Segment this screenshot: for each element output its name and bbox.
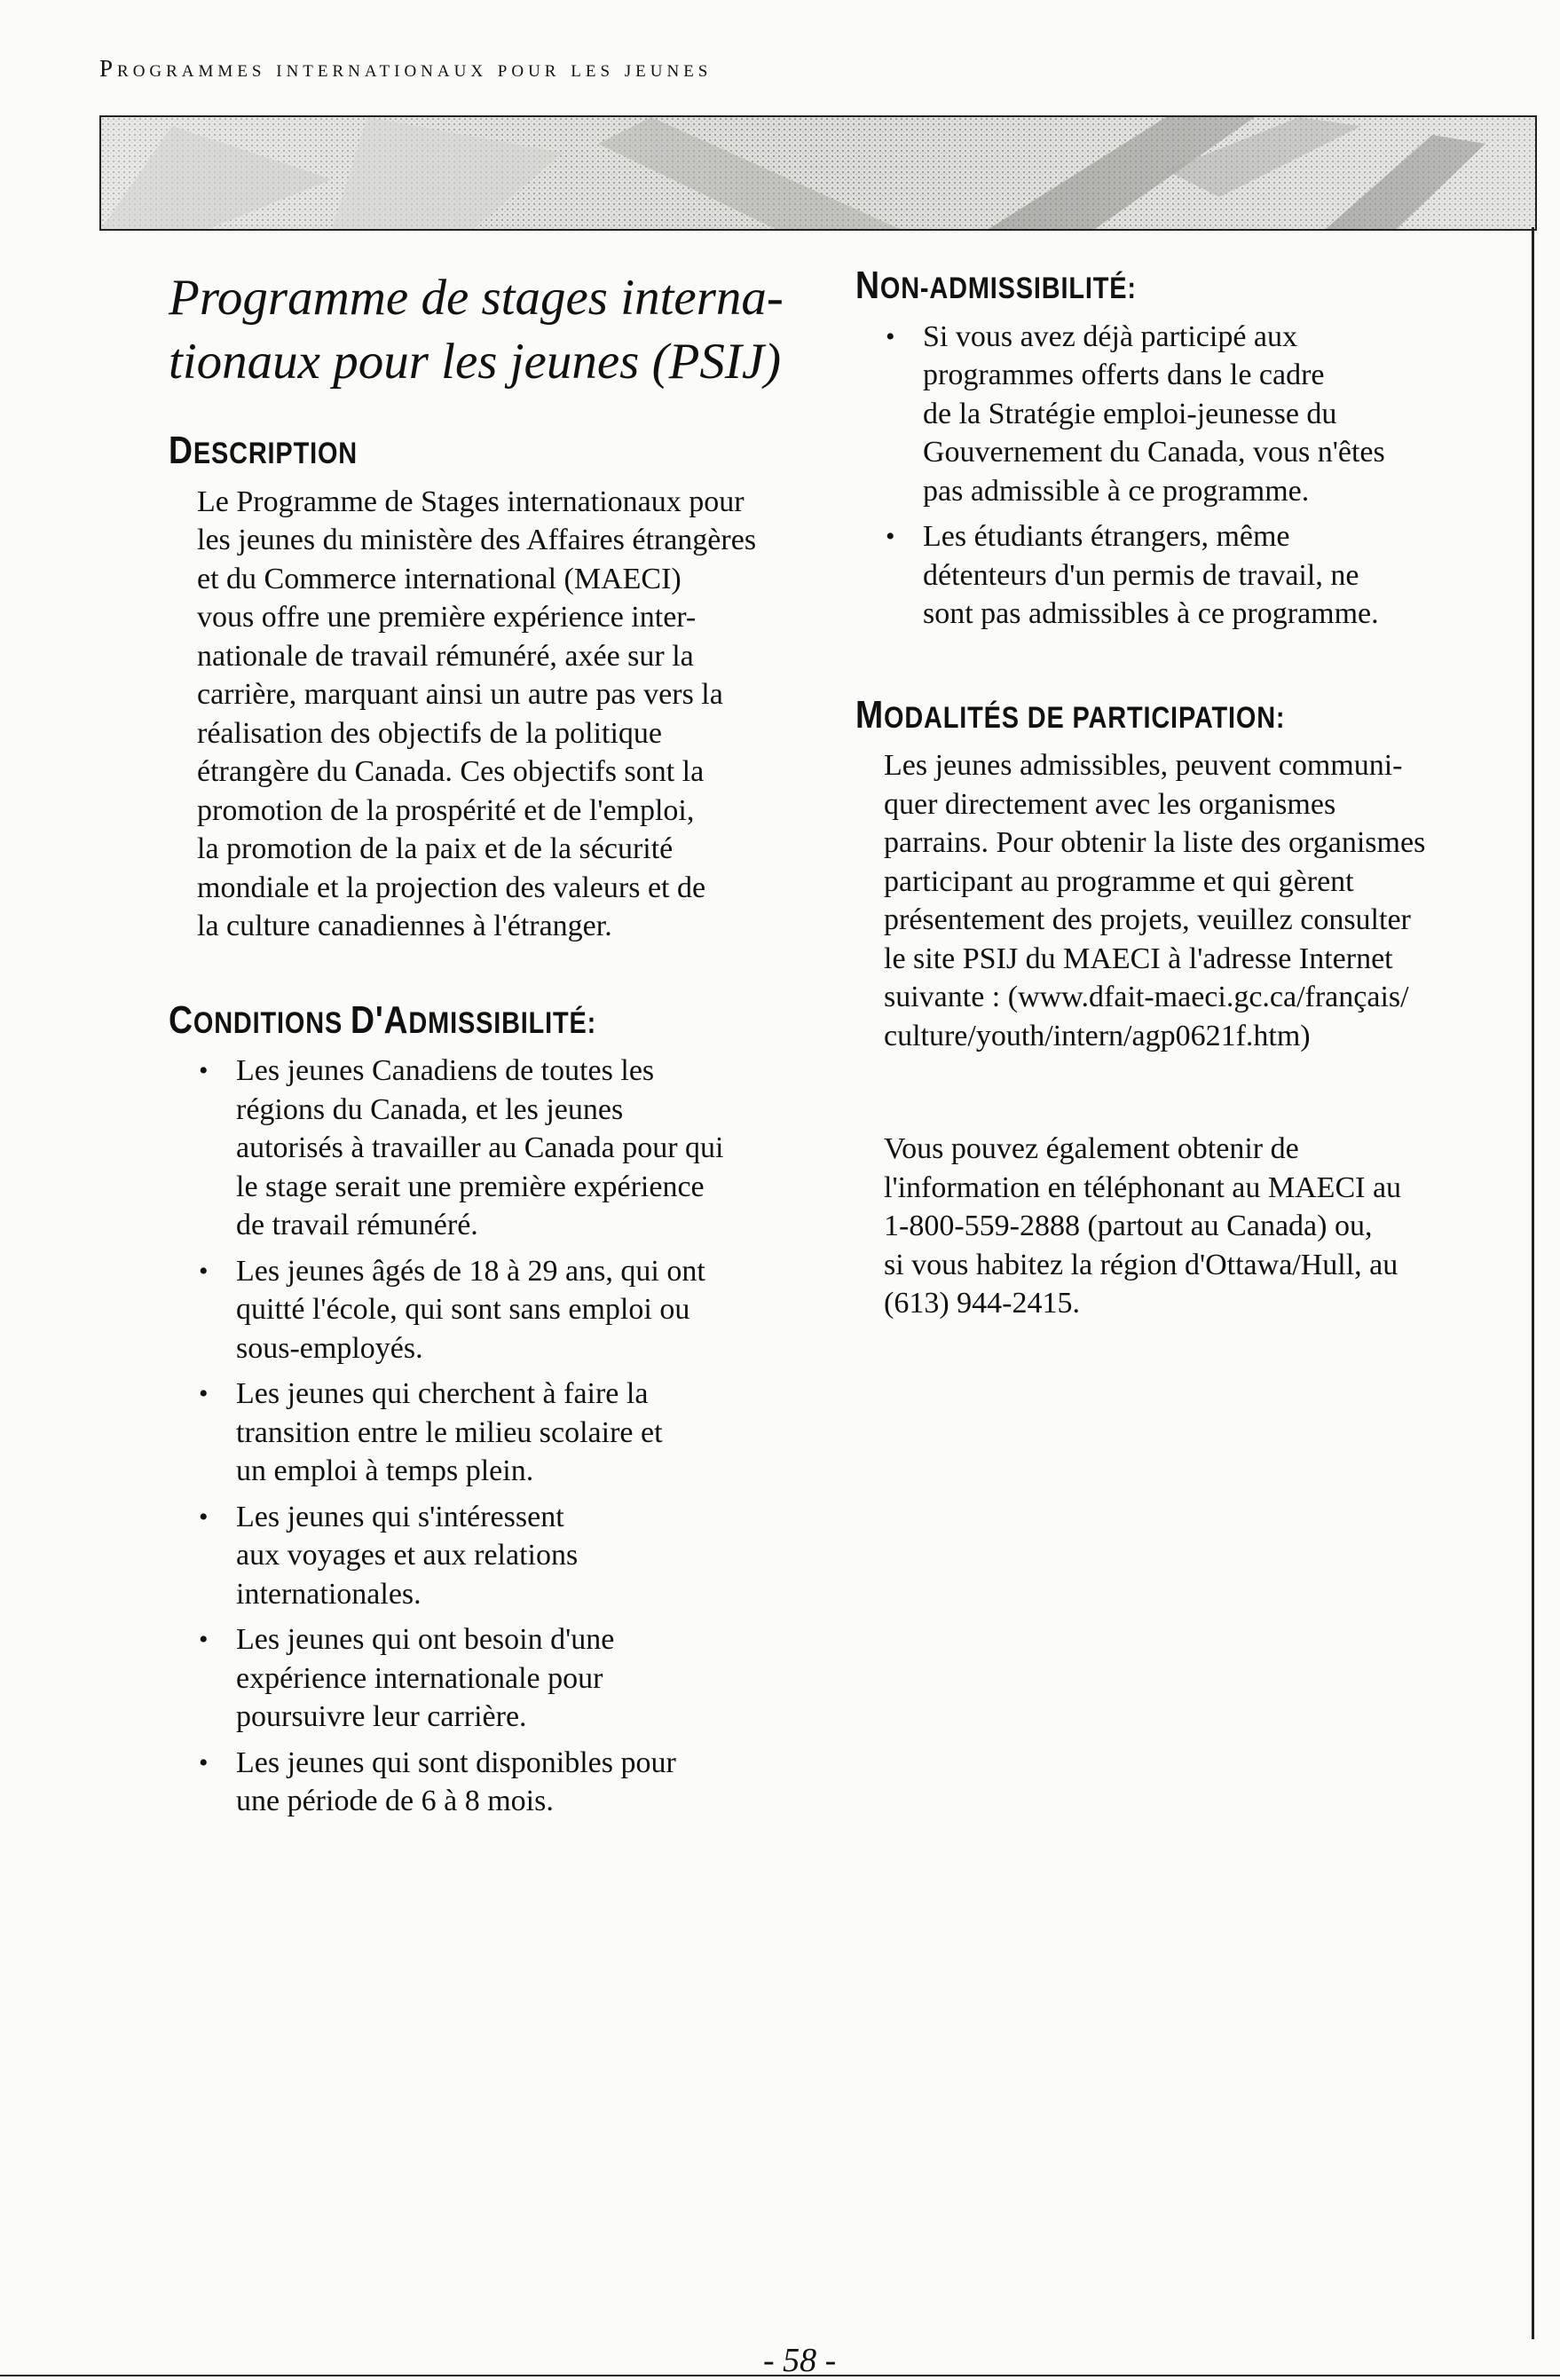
page-number: - 58 - <box>763 2342 837 2379</box>
conditions-item: • Les jeunes âgés de 18 à 29 ans, qui ont quitté l'école, qui sont sans emploi ou sous-employés. <box>199 1252 808 1368</box>
right-column <box>855 266 1494 1323</box>
running-head: Programmes internationaux pour les jeunes <box>99 55 713 82</box>
description-line: nationale de travail rémunéré, axée sur la <box>197 639 694 673</box>
non-admissibility-item: • Les étudiants étrangers, même détenteurs d'un permis de travail, ne sont pas admissibles à ce programme. <box>886 517 1494 634</box>
conditions-item: • Les jeunes qui cherchent à faire la transition entre le milieu scolaire et un emploi à temps plein. <box>199 1375 808 1491</box>
description-line: vous offre une première expérience inter- <box>197 601 697 634</box>
description-line: et du Commerce international (MAECI) <box>197 562 682 595</box>
participation-line: Les jeunes admissibles, peuvent communi- <box>884 749 1403 782</box>
description-line: réalisation des objectifs de la politique <box>197 716 663 750</box>
description-line: la promotion de la paix et de la sécurité <box>197 832 674 865</box>
description-paragraph <box>197 483 808 946</box>
title-line-1: Programme de stages interna- <box>169 270 784 326</box>
participation-line: quer directement avec les organismes <box>884 787 1336 821</box>
participation-line: suivante : (www.dfait-maeci.gc.ca/français/ <box>884 981 1409 1013</box>
participation-heading: MODALITÉS DE PARTICIPATION: <box>855 692 1286 737</box>
title-line-2: tionaux pour les jeunes (PSIJ) <box>169 334 782 390</box>
conditions-item: • Les jeunes qui sont disponibles pour une période de 6 à 8 mois. <box>199 1744 808 1821</box>
conditions-item: • Les jeunes qui ont besoin d'une expérience internationale pour poursuivre leur carrière. <box>199 1620 808 1737</box>
participation-line: le site PSIJ du MAECI à l'adresse Internet <box>884 942 1393 975</box>
conditions-list <box>169 1052 808 1821</box>
description-line: promotion de la prospérité et de l'emploi, <box>197 793 695 827</box>
left-column <box>169 266 808 1828</box>
contact-line: 1-800-559-2888 (partout au Canada) ou, <box>884 1210 1373 1242</box>
non-admissibility-item: • Si vous avez déjà participé aux programmes offerts dans le cadre de la Stratégie emploi-jeunesse du Gouvernement du Canada, vous n'êtes pas admissible à ce programme. <box>886 318 1494 511</box>
participation-paragraph <box>884 746 1494 1055</box>
contact-line: (613) 944-2415. <box>884 1287 1080 1320</box>
conditions-heading: CONDITIONS D'ADMISSIBILITÉ: <box>169 997 597 1042</box>
non-admissibility-list <box>855 318 1494 634</box>
description-heading: DESCRIPTION <box>169 429 358 472</box>
contact-line: Vous pouvez également obtenir de <box>884 1132 1299 1165</box>
contact-line: si vous habitez la région d'Ottawa/Hull, au <box>884 1248 1398 1281</box>
description-line: la culture canadiennes à l'étranger. <box>197 910 612 942</box>
conditions-item: • Les jeunes Canadiens de toutes les régions du Canada, et les jeunes autorisés à travailler au Canada pour qui le stage serait une première expérience de travail rémunéré. <box>199 1052 808 1245</box>
description-line: mondiale et la projection des valeurs et de <box>197 871 706 904</box>
non-admissibility-heading: NON-ADMISSIBILITÉ: <box>855 264 1137 307</box>
participation-line: parrains. Pour obtenir la liste des organismes <box>884 826 1426 859</box>
participation-line: présentement des projets, veuillez consulter <box>884 903 1411 936</box>
page-edge-rule <box>1532 227 1534 2339</box>
contact-line: l'information en téléphonant au MAECI au <box>884 1170 1402 1204</box>
description-line: carrière, marquant ainsi un autre pas vers la <box>197 678 723 711</box>
banner-texture-icon <box>101 117 1535 229</box>
description-line: étrangère du Canada. Ces objectifs sont la <box>197 755 705 788</box>
description-line: Le Programme de Stages internationaux pour <box>197 485 745 518</box>
participation-line: participant au programme et qui gèrent <box>884 864 1354 898</box>
conditions-item: • Les jeunes qui s'intéressent aux voyages et aux relations internationales. <box>199 1498 808 1614</box>
decorative-banner <box>99 115 1537 231</box>
description-line: les jeunes du ministère des Affaires étrangères <box>197 524 757 556</box>
document-title <box>169 266 808 394</box>
participation-line: culture/youth/intern/agp0621f.htm) <box>884 1019 1311 1052</box>
contact-paragraph <box>884 1130 1494 1323</box>
